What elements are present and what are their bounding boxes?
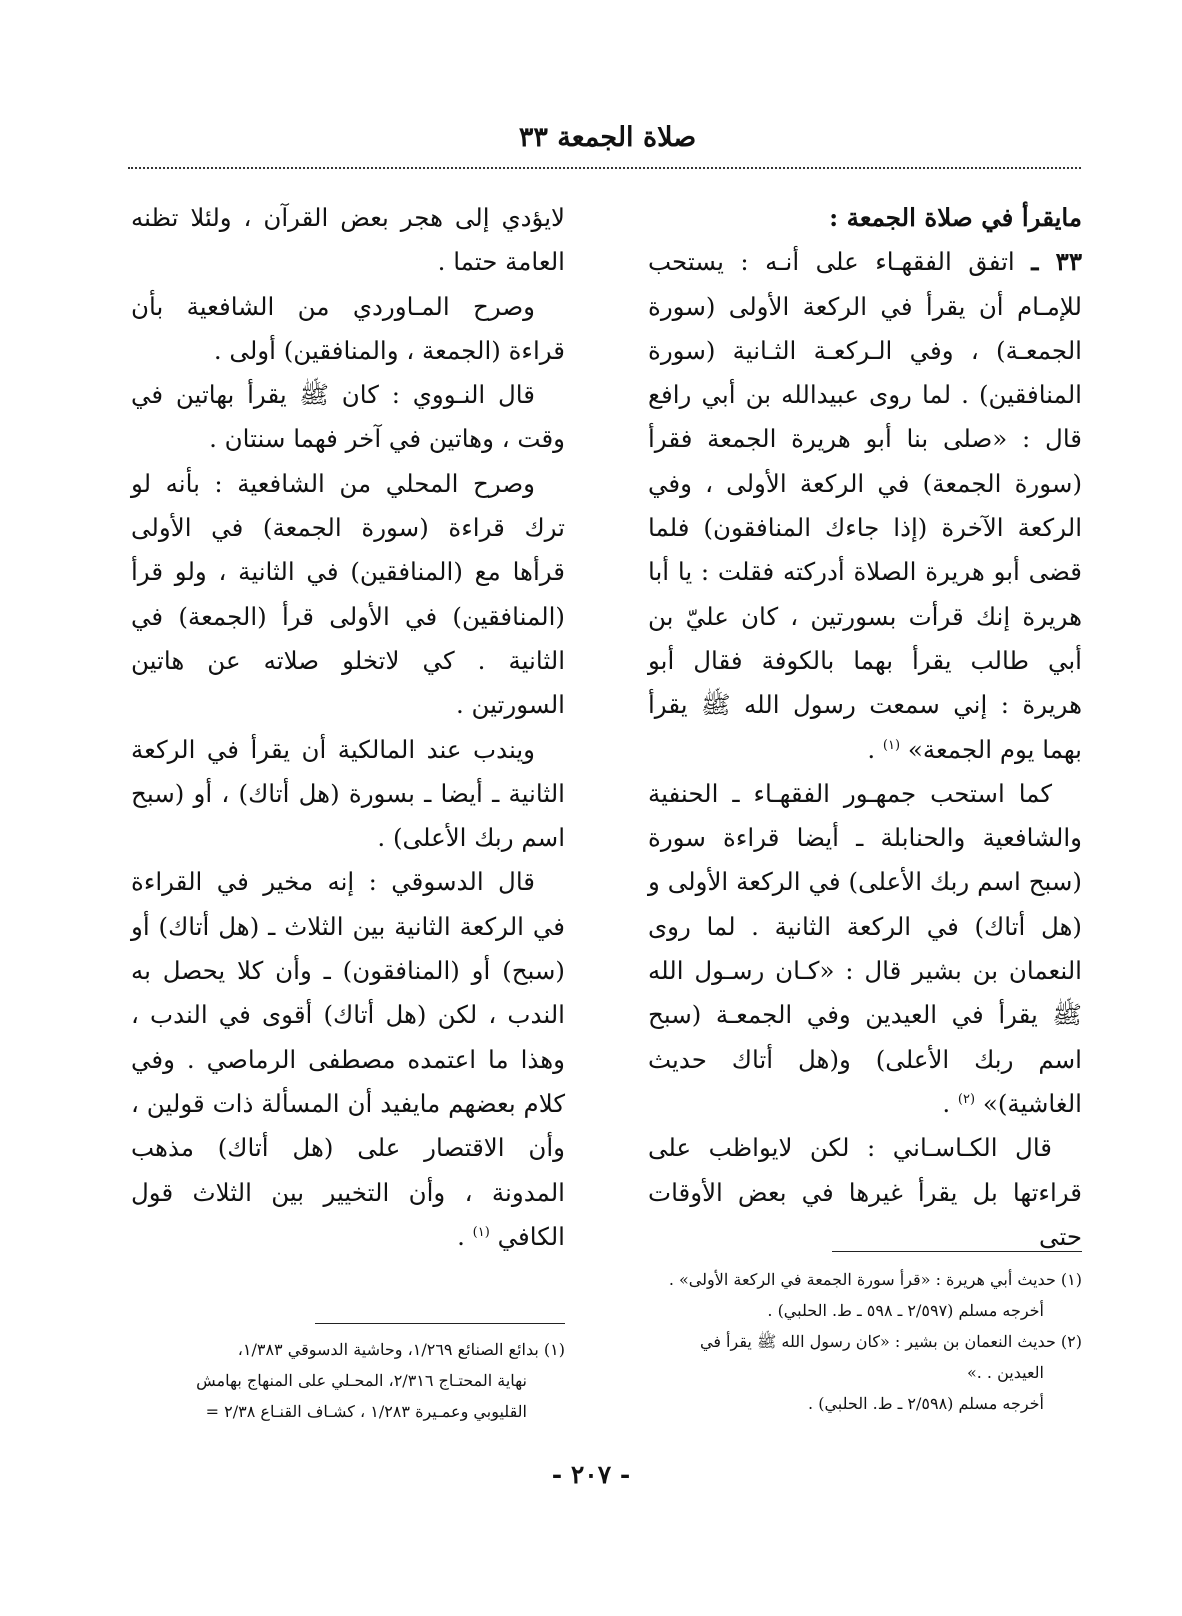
page-number: - ٢٠٧ - — [551, 1460, 631, 1489]
footnote-ref: (١) — [472, 1224, 490, 1240]
footnote-line: أخرجه مسلم (٢/٥٩٧ ـ ٥٩٨ ـ ط. الحلبي) . — [767, 1301, 1044, 1320]
section-title: مايقرأ في صلاة الجمعة : — [829, 203, 1082, 232]
footnotes-right — [648, 1264, 1082, 1419]
footnote-rule — [832, 1251, 1082, 1252]
paragraph-text: قال الدسوقي : إنه مخير في القراءة في الركعة الثانية بين الثلاث ـ (هل أتاك) أو (سبح) أو (المنافقون) ـ وأن كلا يحصل به الندب ، لكن (هل أتاك) أقوى في الندب ، وهذا ما اعتمده مصطفى الرماصي . وفي كلام بعضهم مايفيد أن المسألة ذات قولين ، وأن الاقتصار على (هل أتاك) مذهب المدونة ، وأن التخيير بين الثلاث قول الكافي — [131, 867, 565, 1251]
footnote-ref: (١) — [882, 737, 901, 753]
footnote-line: القليوبي وعمـيرة ١/٢٨٣ ، كشـاف القنـاع ٢/٣٨ = — [205, 1402, 527, 1421]
footnotes-left — [131, 1334, 565, 1427]
header-dotted-rule — [128, 167, 1081, 169]
left-column — [131, 196, 565, 1259]
paragraph: قال النـووي : كان ﷺ يقرأ بهاتين في وقت ، وهاتين في آخر فهما سنتان . — [131, 380, 565, 454]
footnote-rule — [315, 1323, 565, 1324]
paragraph-text: كما استحب جمهـور الفقهـاء ـ الحنفية والشافعية والحنابلة ـ أيضا قراءة سورة (سبح اسم ربك الأعلى) في الركعة الأولى و (هل أتاك) في الركعة الثانية . لما روى النعمان بن بشير قال : «كـان رسـول الله ﷺ يقرأ في العيدين وفي الجمعـة (سبح اسم ربك الأعلى) و(هل أتاك حديث الغاشية)» — [648, 778, 1082, 1118]
paragraph: وصرح المحلي من الشافعية : بأنه لو ترك قراءة (سورة الجمعة) في الأولى قرأها مع (المنافقين) في الثانية ، ولو قرأ (المنافقين) في الأولى قرأ (الجمعة) في الثانية . كي لاتخلو صلاته عن هاتين السورتين . — [131, 468, 565, 720]
paragraph-33: ٣٣ ـ اتفق الفقهـاء على أنـه : يستحب للإمـام أن يقرأ في الركعة الأولى (سورة الجمعـة) ، وفي الـركعـة الثـانية (سورة المنافقين) . لما روى عبيدالله بن أبي رافع قال : «صلى بنا أبو هريرة الجمعة فقرأ (سورة الجمعة) في الركعة الأولى ، وفي الركعة الآخرة (إذا جاءك المنافقون) فلما قضى أبو هريرة الصلاة أدركته فقلت : يا أبا هريرة إنك قرأت بسورتين ، كان عليّ بن أبي طالب يقرأ بهما بالكوفة فقال أبو هريرة : إني سمعت رسول الله ﷺ يقرأ بهما يوم الجمعة» $^{(١)}$ . — [648, 247, 1082, 764]
paragraph-number: ٣٣ ـ — [1031, 247, 1082, 277]
footnote-line: (٢) حديث النعمان بن بشير : «كان رسول الله ﷺ يقرأ في — [699, 1332, 1082, 1351]
footnote-line: العيدين . .» — [966, 1363, 1044, 1382]
running-header: صلاة الجمعة ٣٣ — [518, 122, 697, 153]
footnote-line: نهاية المحتـاج ٢/٣١٦، المحـلي على المنهاج بهامش — [196, 1371, 527, 1390]
paragraph: قال الكـاسـاني : لكن لايواظب على قراءتها بل يقرأ غيرها في بعض الأوقات حتى — [648, 1133, 1082, 1251]
right-column — [648, 196, 1082, 1259]
footnote-line: (١) بدائع الصنائع ١/٢٦٩، وحاشية الدسوقي ١/٣٨٣، — [237, 1340, 565, 1359]
footnote-line: (١) حديث أبي هريرة : «قرأ سورة الجمعة في الركعة الأولى» . — [668, 1270, 1082, 1289]
paragraph: لايؤدي إلى هجر بعض القرآن ، ولئلا تظنه العامة حتما . — [131, 203, 565, 277]
paragraph — [131, 860, 565, 1259]
paragraph-text: اتفق الفقهـاء على أنـه : يستحب للإمـام أن يقرأ في الركعة الأولى (سورة الجمعـة) ، وفي الـركعـة الثـانية (سورة المنافقين) . لما روى عبيدالله بن أبي رافع قال : «صلى بنا أبو هريرة الجمعة فقرأ (سورة الجمعة) في الركعة الأولى ، وفي الركعة الآخرة (إذا جاءك المنافقون) فلما قضى أبو هريرة الصلاة أدركته فقلت : يا أبا هريرة إنك قرأت بسورتين ، كان عليّ بن أبي طالب يقرأ بهما بالكوفة فقال أبو هريرة : إني سمعت رسول الله ﷺ يقرأ بهما يوم الجمعة» — [648, 247, 1082, 764]
paragraph: ويندب عند المالكية أن يقرأ في الركعة الثانية ـ أيضا ـ بسورة (هل أتاك) ، أو (سبح اسم ربك الأعلى) . — [131, 734, 565, 853]
paragraph: كما استحب جمهـور الفقهـاء ـ الحنفية والشافعية والحنابلة ـ أيضا قراءة سورة (سبح اسم ربك الأعلى) في الركعة الأولى و (هل أتاك) في الركعة الثانية . لما روى النعمان بن بشير قال : «كـان رسـول الله ﷺ يقرأ في العيدين وفي الجمعـة (سبح اسم ربك الأعلى) و(هل أتاك حديث الغاشية)» $^{(٢)}$ . — [648, 778, 1082, 1118]
footnote-line: أخرجه مسلم (٢/٥٩٨ ـ ط. الحلبي) . — [808, 1394, 1044, 1413]
paragraph-end: . — [457, 1221, 465, 1251]
paragraph: وصرح المـاوردي من الشافعية بأن قراءة (الجمعة ، والمنافقين) أولى . — [131, 291, 565, 365]
footnote-ref: (٢) — [957, 1091, 976, 1107]
